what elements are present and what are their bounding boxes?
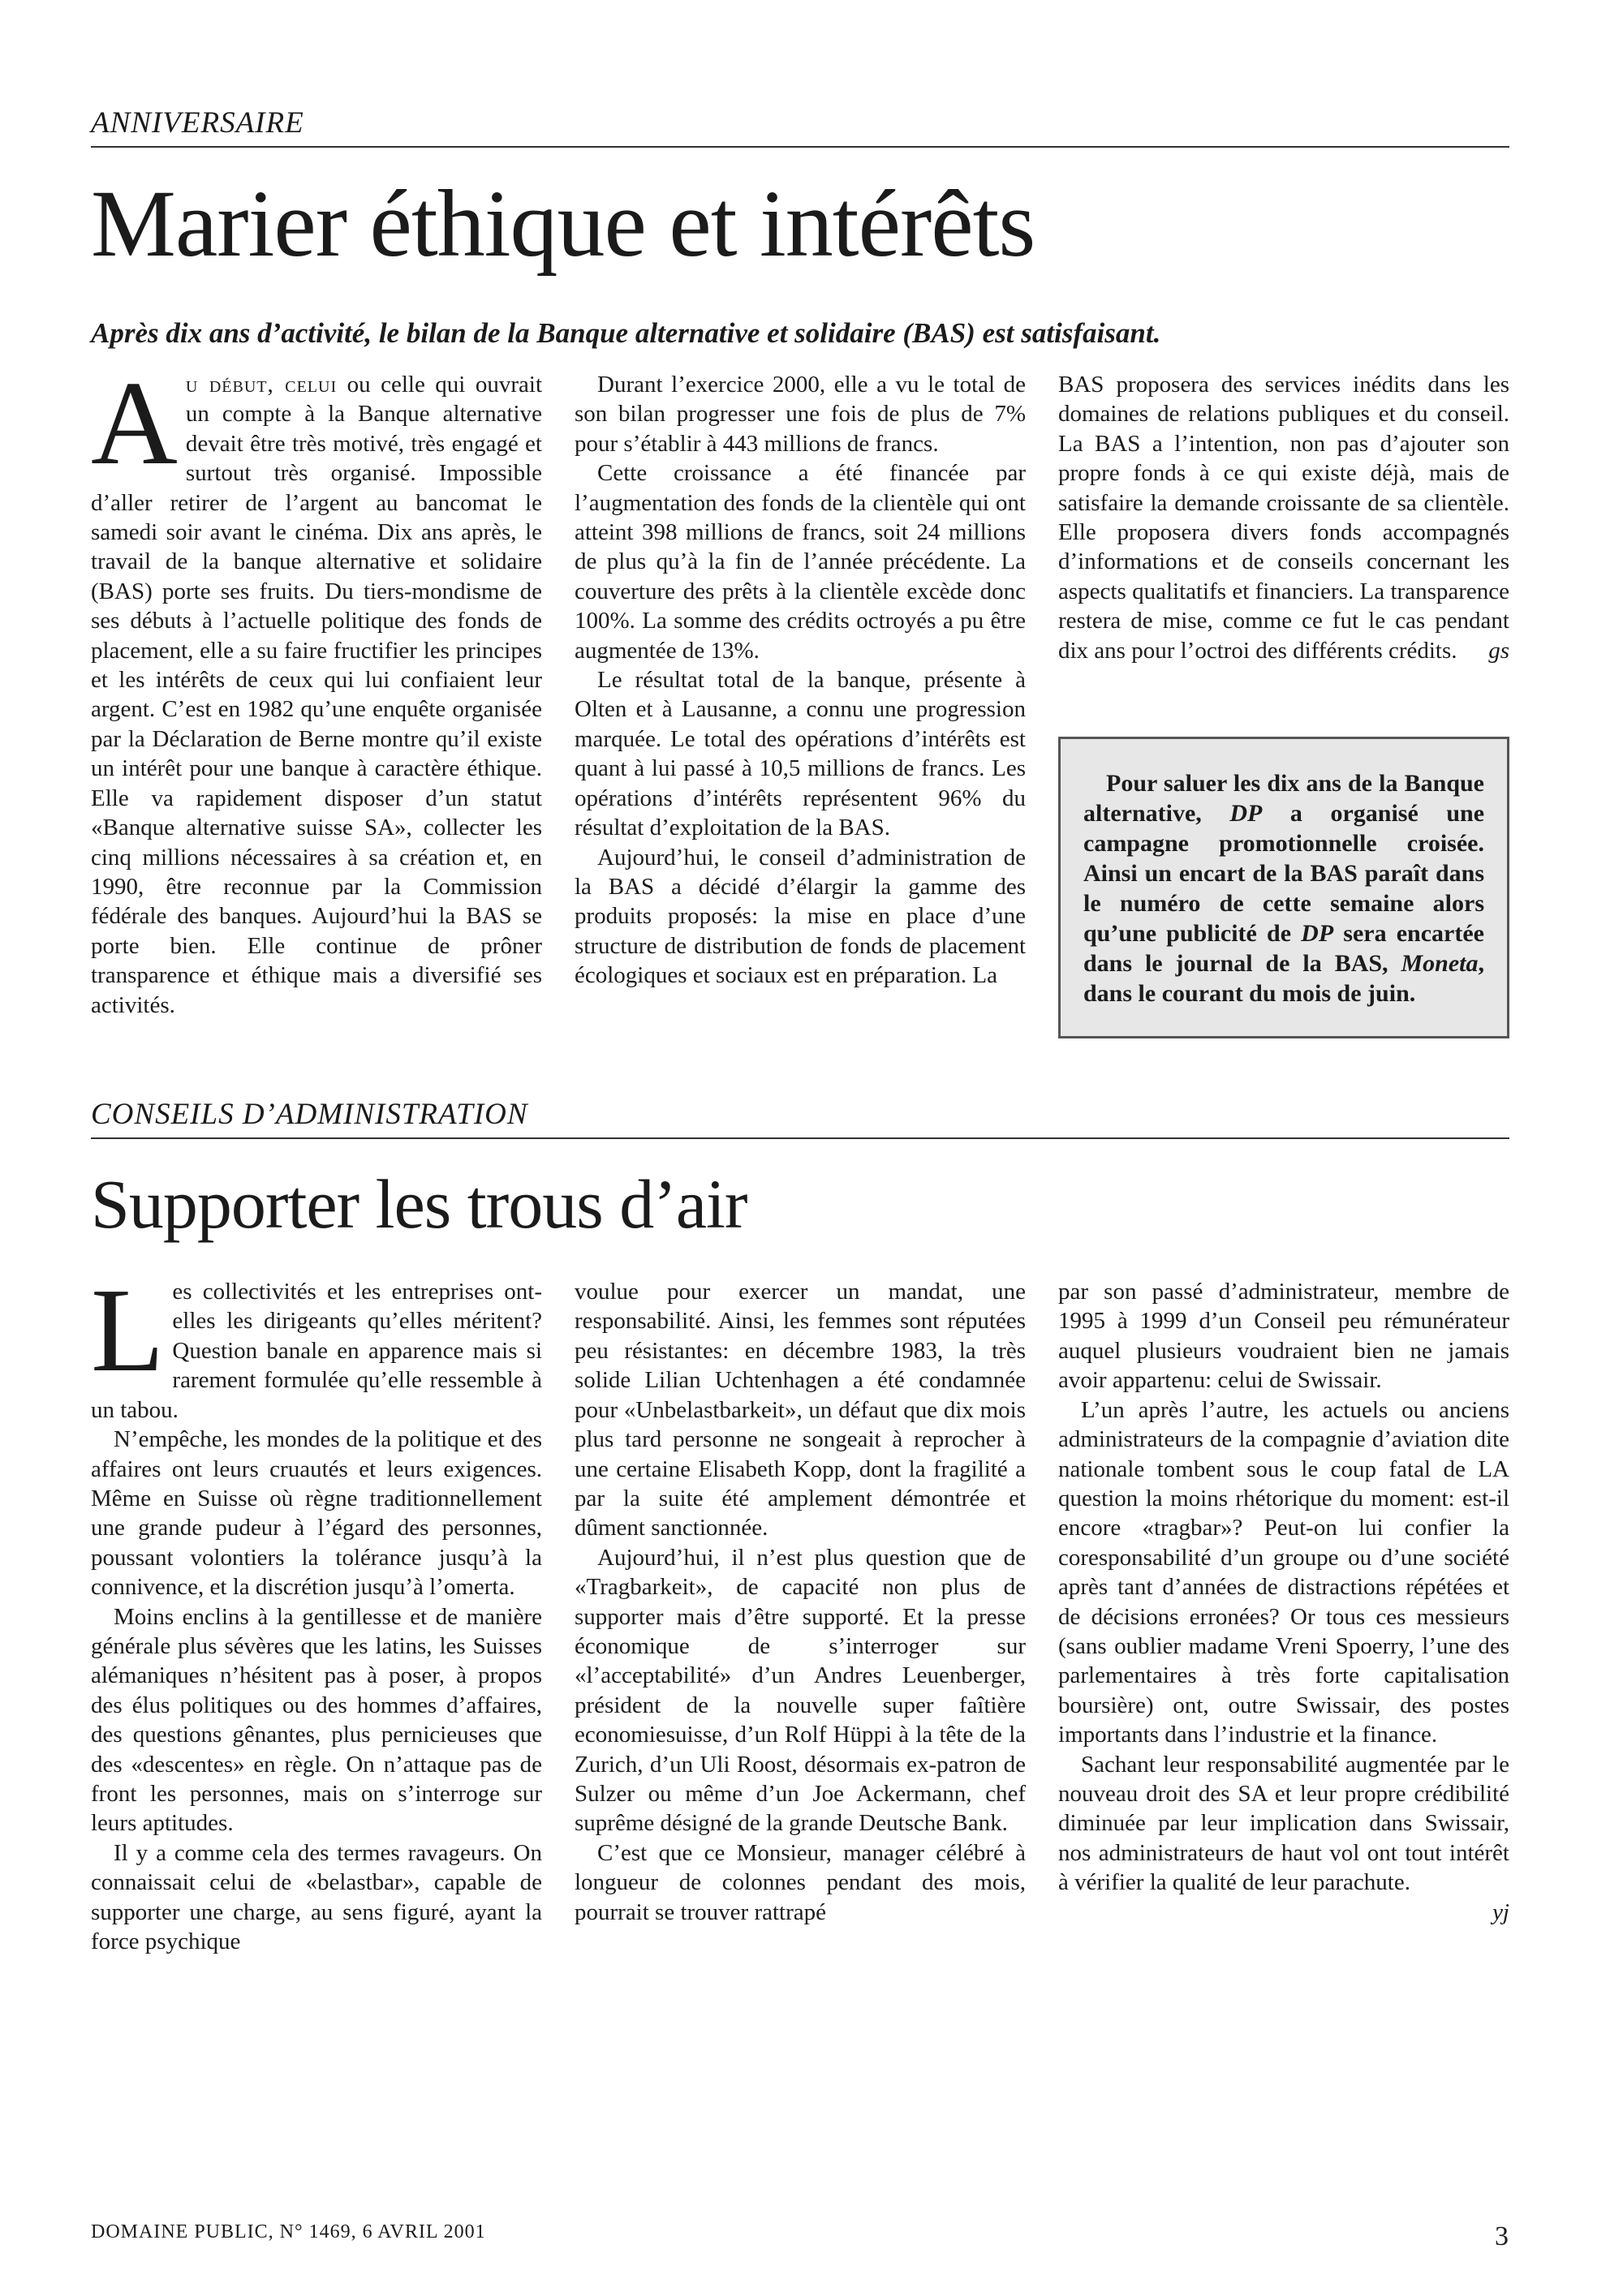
paragraph: voulue pour exercer un mandat, une responsabilité. Ainsi, les femmes sont réputées peu résistantes: en décembre 1983, la très solide Lilian Uchtenhagen a été condamnée pour «Unbelastbarkeit», un défaut que dix mois plus tard personne ne songeait à reprocher à une certaine Elisabeth Kopp, dont la fragilité a par la suite été amplement démontrée et dûment sanctionnée. bbox=[575, 1279, 1026, 1541]
column-2 bbox=[575, 1277, 1026, 1956]
section-kicker: CONSEILS D’ADMINISTRATION bbox=[91, 1095, 1509, 1139]
drop-cap: A bbox=[91, 357, 178, 490]
paragraph: Moins enclins à la gentillesse et de manière générale plus sévères que les latins, les Suisses alémaniques n’hésitent pas à poser, à propos des élus politiques ou des hommes d’affaires, des questions gênantes, plus pernicieuses que des «descentes» en règle. On n’attaque pas de front les personnes, mais on s’interroge sur leurs aptitudes. bbox=[91, 1603, 542, 1837]
paragraph: par son passé d’administrateur, membre de 1995 à 1999 d’un Conseil peu rémunérateur auquel plusieurs voudraient bien ne jamais avoir appartenu: celui de Swissair. bbox=[1058, 1279, 1509, 1394]
article-title: Supporter les trous d’air bbox=[91, 1165, 747, 1244]
column-3 bbox=[1058, 370, 1509, 1038]
box-text-part: Pour saluer les dix ans de la Banque alternative, bbox=[1083, 770, 1484, 828]
article-lead: Après dix ans d’activité, le bilan de la Banque alternative et solidaire (BAS) est satisfaisant. bbox=[91, 317, 1161, 349]
column-3 bbox=[1058, 1277, 1509, 1956]
paragraph: Durant l’exercice 2000, elle a vu le total de son bilan progresser une fois de plus de 7% pour s’établir à 443 millions de francs. bbox=[575, 372, 1026, 457]
column-1 bbox=[91, 357, 542, 1038]
box-text-part: a organisé une campagne promotionnelle croisée. Ainsi un encart de la BAS paraît dans le numéro de cette semaine alors qu’une publicité de bbox=[1083, 800, 1485, 948]
box-text-part: , dans le courant du mois de juin. bbox=[1083, 950, 1484, 1008]
box-text-part: sera encartée dans le journal de la BAS, bbox=[1083, 920, 1484, 978]
paragraph: Aujourd’hui, il n’est plus question que de «Tragbarkeit», de capacité non plus de supporter mais d’être supporté. Et la presse économique de s’interroger sur «l’acceptabilité» d’un Andres Leuenberger, président de la nouvelle super faîtière economiesuisse, d’un Rolf Hüppi à la tête de la Zurich, d’un Uli Roost, désormais ex-patron de Sulzer ou même d’un Joe Ackermann, chef suprême désigné de la grande Deutsche Bank. bbox=[575, 1544, 1026, 1837]
article-title: Marier éthique et intérêts bbox=[91, 170, 1035, 277]
box-text-dp: DP bbox=[1301, 920, 1334, 948]
signature-line bbox=[1058, 1898, 1509, 1927]
paragraph: Cette croissance a été financée par l’augmentation des fonds de la clientèle qui ont atteint 398 millions de francs, soit 24 millions de plus qu’à la fin de l’année précédente. La couverture des prêts à la clientèle excède donc 100%. La somme des crédits octroyés a pu être augmentée de 13%. bbox=[575, 460, 1026, 664]
article-conseils bbox=[91, 1095, 1509, 1956]
paragraph-text: es collectivités et les entreprises ont-elles les dirigeants qu’elles méritent? Question banale en apparence mais si rarement formulée qu’elle ressemble à un tabou. bbox=[91, 1279, 542, 1423]
section-kicker: ANNIVERSAIRE bbox=[91, 104, 1509, 148]
paragraph: Aujourd’hui, le conseil d’administration de la BAS a décidé d’élargir la gamme des produits proposés: la mise en place d’une structure de distribution de fonds de placement écologiques et sociaux est en préparation. La bbox=[575, 844, 1026, 989]
paragraph: C’est que ce Monsieur, manager célébré à longueur de colonnes pendant des mois, pourrait se trouver rattrapé bbox=[575, 1839, 1026, 1925]
paragraph: L’un après l’autre, les actuels ou anciens administrateurs de la compagnie d’aviation dite nationale tombent sous le coup fatal de LA question la moins rhétorique du moment: est-il encore «tragbar»? Peut-on lui confier la coresponsabilité d’un groupe ou d’une société après tant d’années de distractions répétées et de décisions erronées? Or tous ces messieurs (sans oublier madame Vreni Spoerry, l’une des parlementaires à très forte capitalisation boursière) ont, outre Swissair, des postes importants dans l’industrie et la finance. bbox=[1058, 1396, 1509, 1748]
column-1 bbox=[91, 1264, 542, 1956]
issue-info: DOMAINE PUBLIC, N° 1469, 6 AVRIL 2001 bbox=[91, 2221, 486, 2242]
page-number: 3 bbox=[1495, 2221, 1509, 2251]
paragraph: N’empêche, les mondes de la politique et des affaires ont leurs cruautés et leurs exigences. Même en Suisse où règne traditionnellement une grande pudeur à l’égard des personnes, poussant volontiers la tolérance jusqu’à la connivence, et la discrétion jusqu’à l’omerta. bbox=[91, 1426, 542, 1601]
paragraph bbox=[91, 357, 542, 1020]
box-text-dp: DP bbox=[1229, 800, 1263, 828]
drop-cap: L bbox=[91, 1264, 165, 1398]
paragraph: Il y a comme cela des termes ravageurs. On connaissait celui de «belastbar», capable de supporter une charge, au sens figuré, ayant la force psychique bbox=[91, 1839, 542, 1954]
author-signature: gs bbox=[1488, 637, 1509, 664]
article-columns bbox=[91, 357, 1509, 1038]
article-columns bbox=[91, 1264, 1509, 1956]
info-box bbox=[1058, 737, 1509, 1038]
paragraph: Sachant leur responsabilité augmentée par le nouveau droit des SA et leur propre crédibilité diminuée par leur implication dans Swissair, nos administrateurs de haut vol ont tout intérêt à vérifier la qualité de leur parachute. bbox=[1058, 1751, 1509, 1896]
column-2 bbox=[575, 370, 1026, 1038]
box-text-moneta: Moneta bbox=[1401, 950, 1479, 978]
page-footer bbox=[91, 2221, 1509, 2252]
small-caps-opening: u début, celui bbox=[185, 372, 338, 398]
author-signature: yj bbox=[1492, 1898, 1509, 1925]
info-box-text bbox=[1083, 768, 1484, 1008]
page bbox=[91, 104, 1509, 1956]
paragraph-text: BAS proposera des services inédits dans les domaines de relations publiques et du conseil. La BAS a l’intention, non pas d’ajouter son propre fonds à ce qui existe déjà, mais de satisfaire la demande croissante de sa clientèle. Elle proposera divers fonds accompagnés d’informations et de conseils concernant les aspects qualitatifs et financiers. La transparence restera de mise, comme ce fut le cas pendant dix ans pour l’octroi des différents crédits. bbox=[1058, 372, 1509, 664]
paragraph bbox=[1058, 370, 1509, 665]
paragraph bbox=[91, 1264, 542, 1425]
article-anniversaire bbox=[91, 104, 1509, 1038]
paragraph-text: ou celle qui ouvrait un compte à la Banque alternative devait être très motivé, très engagé et surtout très organisé. Impossible d’aller retirer de l’argent au bancomat le samedi soir avant le cinéma. Dix ans après, le travail de la banque alternative et solidaire (BAS) porte ses fruits. Du tiers-mondisme de ses débuts à l’actuelle politique des fonds de placement, elle a su faire fructifier les principes et les intérêts de ceux qui lui confiaient leur argent. C’est en 1982 qu’une enquête organisée par la Déclaration de Berne montre qu’il existe un intérêt pour une banque à caractère éthique. Elle va rapidement disposer d’un statut «Banque alternative suisse SA», collecter les cinq millions nécessaires à sa création et, en 1990, être reconnue par la Commission fédérale des banques. Aujourd’hui la BAS se porte bien. Elle continue de prôner transparence et éthique mais a diversifié ses activités. bbox=[91, 372, 542, 1018]
paragraph: Le résultat total de la banque, présente à Olten et à Lausanne, a connu une progression marquée. Le total des opérations d’intérêts est quant à lui passé à 10,5 millions de francs. Les opérations d’intérêts représentent 96% du résultat d’exploitation de la BAS. bbox=[575, 667, 1026, 841]
